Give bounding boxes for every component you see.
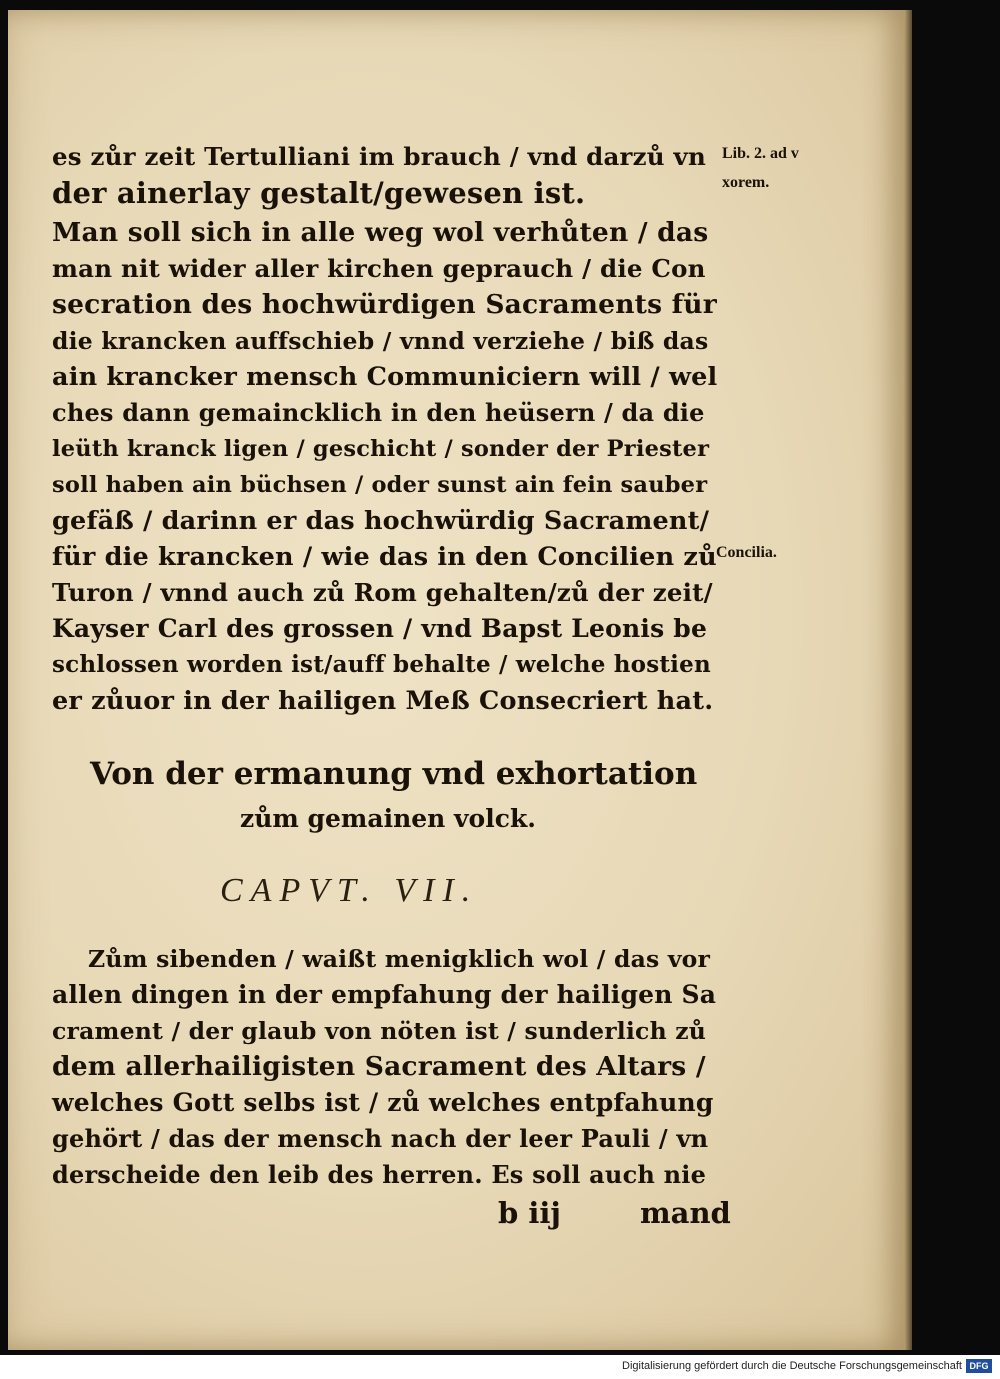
text-line: crament / der glaub von nöten ist / sunderlich zů [52, 1017, 707, 1045]
text-line: man nit wider aller kirchen geprauch / die Con [52, 254, 706, 283]
dfg-logo: DFG [966, 1359, 992, 1373]
caput-label: CAPVT. VII. [220, 872, 479, 909]
marginal-note: xorem. [722, 174, 770, 191]
chapter-heading: Von der ermanung vnd exhortation [90, 756, 698, 792]
text-line: Kayser Carl des grossen / vnd Bapst Leonis be [52, 614, 708, 643]
marginal-note: Lib. 2. ad v [722, 145, 799, 162]
funding-notice: Digitalisierung gefördert durch die Deutsche Forschungsgemeinschaft [622, 1360, 962, 1372]
footer-bar [0, 1355, 1000, 1379]
text-line: gehört / das der mensch nach der leer Pauli / vn [52, 1124, 709, 1153]
text-line: es zůr zeit Tertulliani im brauch / vnd darzů vn [52, 142, 706, 171]
text-line: secration des hochwürdigen Sacraments für [52, 289, 717, 320]
text-line: derscheide den leib des herren. Es soll auch nie [52, 1160, 707, 1189]
text-line: ain krancker mensch Communiciern will / wel [52, 362, 718, 392]
page-edge [904, 10, 912, 1350]
text-line: Zům sibenden / waißt menigklich wol / das vor [88, 945, 711, 973]
catchword: mand [640, 1196, 731, 1230]
text-line: allen dingen in der empfahung der hailigen Sa [52, 980, 717, 1009]
text-line: Man soll sich in alle weg wol verhůten / das [52, 217, 709, 248]
text-line: der ainerlay gestalt/gewesen ist. [52, 176, 586, 210]
signature-mark: b iij [498, 1196, 561, 1230]
text-line: er zůuor in der hailigen Meß Consecriert hat. [52, 686, 714, 716]
marginal-note: Concilia. [716, 544, 777, 561]
text-line: dem allerhailigisten Sacrament des Altars / [52, 1051, 706, 1082]
text-line: die krancken auffschieb / vnnd verziehe / biß das [52, 327, 709, 355]
text-line: für die krancken / wie das in den Concilien zů [52, 542, 717, 572]
text-line: leüth kranck ligen / geschicht / sonder der Priester [52, 436, 710, 462]
text-line: soll haben ain büchsen / oder sunst ain fein sauber [52, 472, 708, 498]
text-line: Turon / vnnd auch zů Rom gehalten/zů der zeit/ [52, 578, 713, 607]
text-line: welches Gott selbs ist / zů welches entpfahung [52, 1088, 714, 1117]
text-line: ches dann gemaincklich in den heüsern / da die [52, 398, 705, 427]
chapter-subheading: zům gemainen volck. [240, 804, 536, 833]
text-line: gefäß / darinn er das hochwürdig Sacrament/ [52, 506, 710, 536]
text-line: schlossen worden ist/auff behalte / welche hostien [52, 651, 711, 678]
